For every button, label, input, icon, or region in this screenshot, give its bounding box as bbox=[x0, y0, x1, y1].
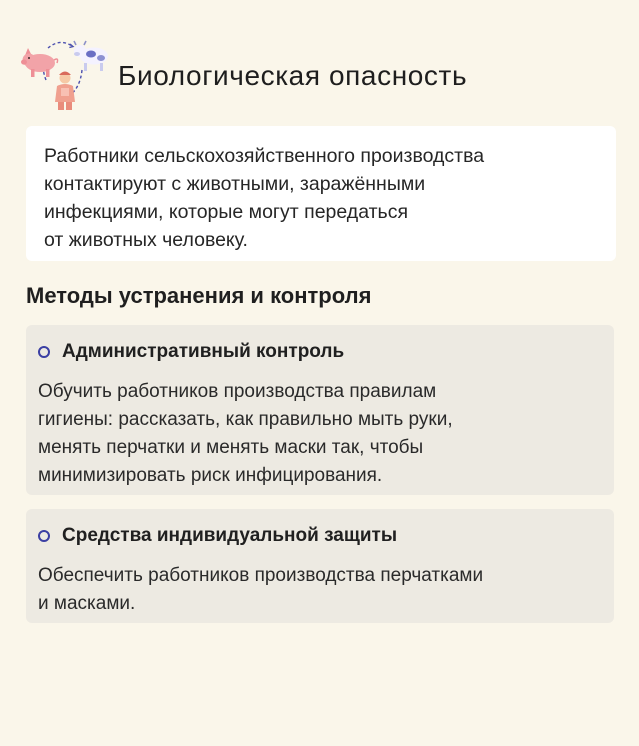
method-title: Административный контроль bbox=[62, 341, 345, 362]
bullet-circle-icon bbox=[38, 346, 50, 358]
page-title: Биологическая опасность bbox=[118, 60, 468, 91]
method-title-row bbox=[38, 341, 600, 363]
intro-text: Работники сельскохозяйственного производства контактируют с животными, заражёнными инфекциями, которые могут передаться от животных человеку. bbox=[44, 145, 485, 251]
method-title-row bbox=[38, 525, 600, 547]
bullet-circle-icon bbox=[38, 530, 50, 542]
pig-icon bbox=[21, 48, 58, 77]
method-card-ppe bbox=[26, 509, 614, 623]
worker-icon bbox=[55, 72, 75, 111]
method-text: Обучить работников производства правилам гигиены: рассказать, как правильно мыть руки, менять перчатки и менять маски так, чтобы минимизировать риск инфицирования. bbox=[38, 381, 453, 486]
cow-icon bbox=[74, 41, 108, 71]
section-heading: Методы устранения и контроля bbox=[26, 283, 372, 308]
intro-card bbox=[26, 126, 616, 261]
method-title: Средства индивидуальной защиты bbox=[62, 525, 398, 546]
biohazard-animals-worker-icon bbox=[20, 36, 112, 112]
method-card-administrative bbox=[26, 325, 614, 495]
page-header bbox=[20, 36, 620, 112]
method-text: Обеспечить работников производства перчатками и масками. bbox=[38, 565, 484, 614]
